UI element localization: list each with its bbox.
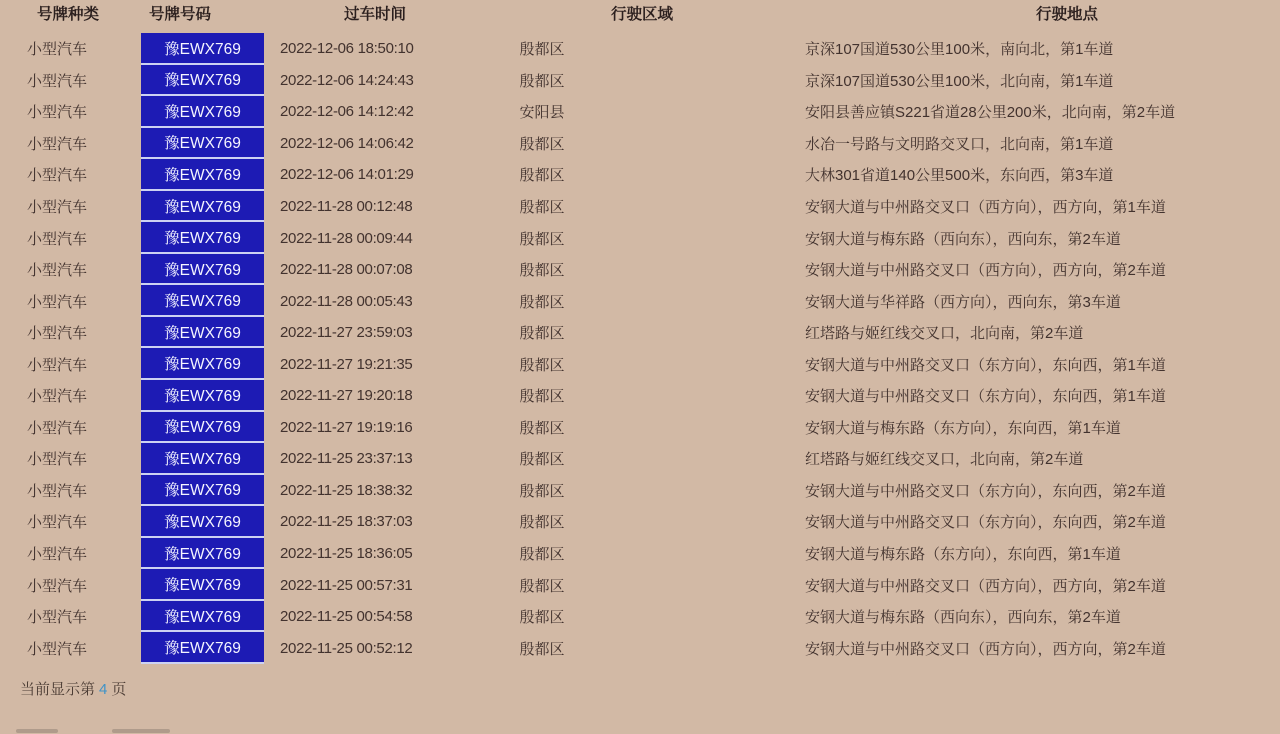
cell-plate-number[interactable]: 豫EWX769	[141, 348, 264, 380]
table-row	[0, 506, 1280, 538]
page-indicator	[20, 678, 126, 699]
cell-region: 殷都区	[519, 167, 565, 185]
cell-plate-type: 小型汽车	[27, 482, 88, 500]
cell-pass-time: 2022-11-28 00:07:08	[280, 261, 413, 279]
cell-plate-number[interactable]: 豫EWX769	[141, 506, 264, 538]
cell-pass-time: 2022-11-27 19:20:18	[280, 387, 413, 405]
column-header-pass-time: 过车时间	[343, 6, 407, 23]
cell-region: 殷都区	[519, 356, 565, 374]
cell-region: 殷都区	[519, 546, 565, 564]
cell-region: 殷都区	[519, 325, 565, 343]
cell-pass-time: 2022-11-25 18:38:32	[280, 481, 413, 499]
page-number[interactable]: 4	[99, 681, 108, 698]
cell-location: 安钢大道与梅东路（东方向），东向西，第1车道	[805, 546, 1121, 564]
cell-location: 水冶一号路与文明路交叉口，北向南，第1车道	[805, 135, 1114, 153]
page-indicator-prefix: 当前显示第	[20, 681, 96, 698]
cell-plate-number[interactable]: 豫EWX769	[141, 128, 264, 160]
cell-plate-type: 小型汽车	[27, 293, 88, 311]
cell-plate-type: 小型汽车	[27, 577, 88, 595]
cell-plate-number[interactable]: 豫EWX769	[141, 569, 264, 601]
table-row	[0, 33, 1280, 65]
table-row	[0, 191, 1280, 223]
cell-pass-time: 2022-12-06 14:12:42	[280, 103, 414, 121]
cell-plate-number[interactable]: 豫EWX769	[141, 254, 264, 286]
table-row	[0, 412, 1280, 444]
cell-pass-time: 2022-11-25 00:54:58	[280, 608, 413, 626]
cell-pass-time: 2022-11-28 00:12:48	[280, 198, 413, 215]
cell-plate-number[interactable]: 豫EWX769	[141, 443, 264, 475]
cell-plate-type: 小型汽车	[27, 514, 88, 532]
column-header-location: 行驶地点	[1035, 6, 1099, 23]
cell-pass-time: 2022-11-25 00:52:12	[280, 639, 413, 657]
cell-plate-number[interactable]: 豫EWX769	[141, 285, 264, 317]
cell-pass-time: 2022-11-25 23:37:13	[280, 450, 413, 468]
table-row	[0, 475, 1280, 507]
cell-pass-time: 2022-11-28 00:05:43	[280, 292, 413, 310]
cell-plate-number[interactable]: 豫EWX769	[141, 632, 264, 664]
cell-plate-number[interactable]: 豫EWX769	[141, 380, 264, 412]
cell-plate-type: 小型汽车	[27, 325, 88, 343]
cell-location: 红塔路与姬红线交叉口，北向南，第2车道	[805, 325, 1084, 343]
cell-plate-type: 小型汽车	[27, 609, 88, 627]
table-row	[0, 317, 1280, 349]
cell-plate-type: 小型汽车	[27, 41, 88, 59]
cell-pass-time: 2022-11-25 18:37:03	[280, 513, 413, 531]
table-row	[0, 632, 1280, 664]
table-row	[0, 348, 1280, 380]
table-row	[0, 96, 1280, 128]
cell-plate-number[interactable]: 豫EWX769	[141, 475, 264, 507]
cell-region: 殷都区	[519, 199, 565, 216]
cell-plate-type: 小型汽车	[27, 230, 88, 248]
cell-plate-type: 小型汽车	[27, 135, 88, 153]
cell-region: 殷都区	[519, 514, 565, 532]
table-row	[0, 538, 1280, 570]
table-row	[0, 159, 1280, 191]
table-row	[0, 128, 1280, 160]
cell-region: 殷都区	[519, 262, 565, 280]
cell-pass-time: 2022-11-25 00:57:31	[280, 576, 413, 594]
cell-location: 大林301省道140公里500米，东向西，第3车道	[805, 167, 1114, 185]
cell-pass-time: 2022-11-28 00:09:44	[280, 229, 413, 247]
cell-plate-type: 小型汽车	[27, 451, 88, 469]
cell-plate-type: 小型汽车	[27, 72, 88, 90]
column-header-plate-number: 号牌号码	[148, 6, 212, 23]
cell-plate-number[interactable]: 豫EWX769	[141, 601, 264, 633]
cell-location: 京深107国道530公里100米，北向南，第1车道	[805, 72, 1114, 90]
cell-location: 安钢大道与中州路交叉口（东方向），东向西，第2车道	[805, 482, 1166, 500]
cell-pass-time: 2022-11-25 18:36:05	[280, 545, 413, 563]
cell-location: 安钢大道与中州路交叉口（西方向），西方向，第2车道	[805, 262, 1166, 280]
cell-region: 殷都区	[519, 451, 565, 469]
column-header-plate-type: 号牌种类	[36, 6, 100, 23]
cutoff-text-fragment	[112, 729, 170, 733]
cutoff-text-fragment	[16, 729, 58, 733]
table-row	[0, 380, 1280, 412]
cell-plate-type: 小型汽车	[27, 356, 88, 374]
cell-plate-type: 小型汽车	[27, 104, 88, 122]
cell-location: 安钢大道与梅东路（西向东），西向东，第2车道	[805, 609, 1121, 627]
cell-plate-type: 小型汽车	[27, 640, 88, 658]
cell-plate-number[interactable]: 豫EWX769	[141, 159, 264, 191]
page-indicator-suffix: 页	[111, 681, 127, 698]
cell-plate-type: 小型汽车	[27, 199, 88, 216]
cell-location: 安钢大道与中州路交叉口（西方向），西方向，第2车道	[805, 640, 1166, 658]
cell-plate-number[interactable]: 豫EWX769	[141, 538, 264, 570]
cell-location: 安钢大道与梅东路（东方向），东向西，第1车道	[805, 419, 1121, 437]
cell-pass-time: 2022-11-27 19:19:16	[280, 418, 413, 436]
cell-plate-number[interactable]: 豫EWX769	[141, 412, 264, 444]
cell-plate-number[interactable]: 豫EWX769	[141, 96, 264, 128]
cell-region: 殷都区	[519, 640, 565, 658]
cell-plate-number[interactable]: 豫EWX769	[141, 222, 264, 254]
table-body	[0, 33, 1280, 664]
cell-region: 安阳县	[519, 104, 565, 122]
cell-location: 安钢大道与中州路交叉口（西方向），西方向，第1车道	[805, 199, 1166, 216]
cell-location: 安钢大道与中州路交叉口（东方向），东向西，第2车道	[805, 514, 1166, 532]
table-row	[0, 285, 1280, 317]
cell-plate-type: 小型汽车	[27, 388, 88, 406]
cell-plate-number[interactable]: 豫EWX769	[141, 317, 264, 349]
cell-plate-type: 小型汽车	[27, 419, 88, 437]
cell-plate-number[interactable]: 豫EWX769	[141, 33, 264, 65]
column-header-region: 行驶区域	[610, 6, 674, 23]
cell-region: 殷都区	[519, 609, 565, 627]
cell-pass-time: 2022-11-27 23:59:03	[280, 324, 413, 342]
cell-region: 殷都区	[519, 577, 565, 595]
table-row	[0, 569, 1280, 601]
cell-pass-time: 2022-12-06 14:24:43	[280, 71, 414, 89]
cell-location: 京深107国道530公里100米，南向北，第1车道	[805, 41, 1114, 59]
table-row	[0, 65, 1280, 97]
cell-region: 殷都区	[519, 72, 565, 90]
cell-location: 安钢大道与梅东路（西向东），西向东，第2车道	[805, 230, 1121, 248]
cell-plate-type: 小型汽车	[27, 167, 88, 185]
cell-pass-time: 2022-12-06 14:06:42	[280, 134, 414, 152]
cell-location: 安阳县善应镇S221省道28公里200米，北向南，第2车道	[805, 104, 1176, 122]
cell-region: 殷都区	[519, 135, 565, 153]
table-row	[0, 254, 1280, 286]
cell-plate-number[interactable]: 豫EWX769	[141, 191, 264, 223]
cell-plate-number[interactable]: 豫EWX769	[141, 65, 264, 97]
cell-plate-type: 小型汽车	[27, 546, 88, 564]
cell-region: 殷都区	[519, 482, 565, 500]
cell-region: 殷都区	[519, 388, 565, 406]
cell-location: 安钢大道与中州路交叉口（东方向），东向西，第1车道	[805, 388, 1166, 406]
cell-region: 殷都区	[519, 41, 565, 59]
table-row	[0, 443, 1280, 475]
cell-location: 红塔路与姬红线交叉口，北向南，第2车道	[805, 451, 1084, 469]
cell-pass-time: 2022-12-06 14:01:29	[280, 166, 414, 184]
cell-pass-time: 2022-12-06 18:50:10	[280, 40, 414, 58]
cell-location: 安钢大道与中州路交叉口（东方向），东向西，第1车道	[805, 356, 1166, 374]
cell-region: 殷都区	[519, 230, 565, 248]
cell-location: 安钢大道与华祥路（西方向），西向东，第3车道	[805, 293, 1121, 311]
cell-location: 安钢大道与中州路交叉口（西方向），西方向，第2车道	[805, 577, 1166, 595]
cell-plate-type: 小型汽车	[27, 262, 88, 280]
table-row	[0, 222, 1280, 254]
cell-pass-time: 2022-11-27 19:21:35	[280, 355, 413, 373]
cell-region: 殷都区	[519, 419, 565, 437]
table-row	[0, 601, 1280, 633]
cell-region: 殷都区	[519, 293, 565, 311]
